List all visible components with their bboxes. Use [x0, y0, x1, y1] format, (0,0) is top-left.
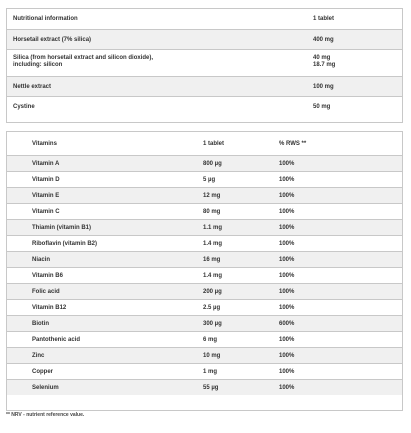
vitamin-name: Vitamin D — [32, 177, 60, 183]
table-row — [7, 379, 402, 395]
vitamin-amount: 12 mg — [203, 193, 221, 199]
table-header-row — [7, 9, 402, 29]
vitamin-rws-percent: 100% — [279, 353, 295, 359]
vitamin-name: Niacin — [32, 257, 51, 263]
vitamin-amount: 1 mg — [203, 369, 218, 375]
vitamin-rws-percent: 100% — [279, 241, 295, 247]
table-row — [7, 363, 402, 379]
table-row — [7, 267, 402, 283]
table-row — [7, 251, 402, 267]
table-row — [7, 315, 402, 331]
vitamin-amount: 1.4 mg — [203, 241, 223, 247]
table-row — [7, 76, 402, 96]
ingredient-name: Horsetail extract (7% silica) — [13, 37, 92, 43]
column-header: 1 tablet — [313, 16, 335, 22]
vitamin-amount: 300 µg — [203, 321, 222, 327]
footnote: ** NRV - nutrient reference value. — [6, 412, 85, 418]
table-row — [7, 155, 402, 171]
ingredient-name: Nettle extract — [13, 84, 52, 90]
vitamin-name: Vitamin B12 — [32, 305, 67, 311]
vitamin-name: Vitamin A — [32, 161, 60, 167]
table-row — [7, 235, 402, 251]
vitamin-amount: 1.1 mg — [203, 225, 223, 231]
vitamin-amount: 800 µg — [203, 161, 222, 167]
table-row — [7, 347, 402, 363]
ingredient-amount: 50 mg — [313, 104, 331, 110]
table-row — [7, 203, 402, 219]
vitamin-name: Vitamin C — [32, 209, 60, 215]
ingredient-name: Cystine — [13, 104, 35, 110]
table-row — [7, 187, 402, 203]
vitamin-amount: 6 mg — [203, 337, 218, 343]
vitamin-rws-percent: 100% — [279, 225, 295, 231]
vitamin-amount: 1.4 mg — [203, 273, 223, 279]
vitamin-rws-percent: 100% — [279, 305, 295, 311]
vitamin-name: Thiamin (vitamin B1) — [32, 225, 92, 231]
vitamin-amount: 55 µg — [203, 385, 219, 391]
column-header: Nutritional information — [13, 16, 78, 22]
vitamin-name: Vitamin E — [32, 193, 60, 199]
table-row — [7, 299, 402, 315]
vitamin-amount: 5 µg — [203, 177, 216, 183]
vitamin-rws-percent: 100% — [279, 289, 295, 295]
vitamin-name: Selenium — [32, 385, 59, 391]
vitamin-amount: 2.5 µg — [203, 305, 221, 311]
vitamin-amount: 80 mg — [203, 209, 221, 215]
vitamin-rws-percent: 100% — [279, 193, 295, 199]
vitamin-amount: 16 mg — [203, 257, 221, 263]
vitamin-name: Biotin — [32, 321, 49, 327]
vitamin-rws-percent: 100% — [279, 257, 295, 263]
vitamin-rws-percent: 100% — [279, 369, 295, 375]
vitamin-amount: 10 mg — [203, 353, 221, 359]
table-row — [7, 219, 402, 235]
ingredient-amount: 400 mg — [313, 37, 334, 43]
column-header: 1 tablet — [203, 141, 225, 147]
vitamins-table — [6, 131, 403, 411]
vitamin-rws-percent: 100% — [279, 337, 295, 343]
column-header: % RWS ** — [279, 141, 307, 147]
vitamin-rws-percent: 100% — [279, 273, 295, 279]
ingredient-amount: 100 mg — [313, 84, 334, 90]
table-row — [7, 49, 402, 76]
vitamin-rws-percent: 100% — [279, 209, 295, 215]
vitamin-name: Copper — [32, 369, 53, 375]
column-header: Vitamins — [32, 141, 57, 147]
vitamin-rws-percent: 100% — [279, 385, 295, 391]
table-header-row — [7, 132, 402, 155]
vitamin-name: Zinc — [32, 353, 45, 359]
vitamin-amount: 200 µg — [203, 289, 222, 295]
table-row — [7, 171, 402, 187]
vitamin-name: Vitamin B6 — [32, 273, 63, 279]
table-row — [7, 283, 402, 299]
vitamin-name: Riboflavin (vitamin B2) — [32, 241, 98, 247]
table-row — [7, 96, 402, 116]
table-row — [7, 29, 402, 49]
vitamin-rws-percent: 100% — [279, 161, 295, 167]
table-row — [7, 331, 402, 347]
vitamin-rws-percent: 600% — [279, 321, 295, 327]
vitamin-rws-percent: 100% — [279, 177, 295, 183]
vitamin-name: Folic acid — [32, 289, 60, 295]
ingredient-amount: 40 mg 18.7 mg — [313, 55, 336, 68]
vitamin-name: Pantothenic acid — [32, 337, 81, 343]
ingredient-name: Silica (from horsetail extract and silicon dioxide), including: silicon — [13, 55, 154, 68]
nutritional-info-table — [6, 8, 403, 123]
